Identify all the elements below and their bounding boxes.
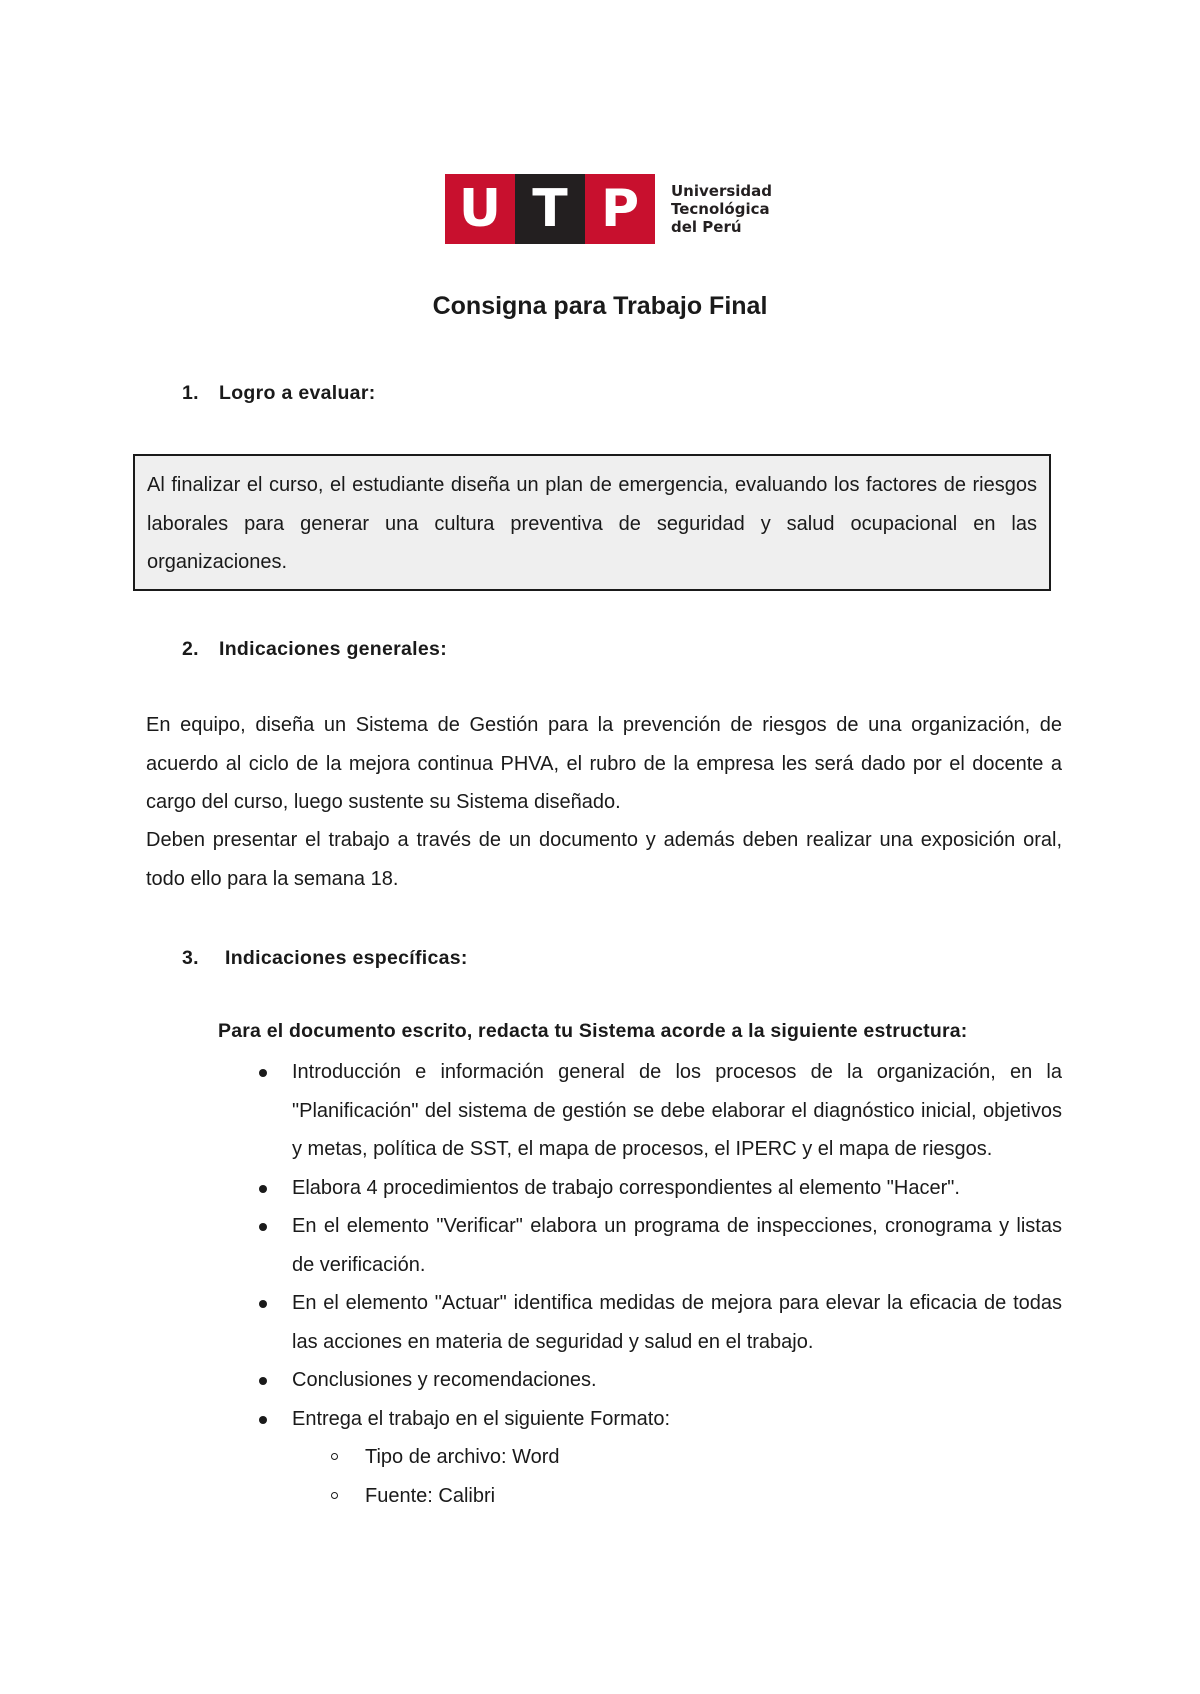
logo-text-line: Universidad [671,182,773,200]
general-paragraph-1: En equipo, diseña un Sistema de Gestión para la prevención de riesgos de una organización, de acuerdo al ciclo de la mejora continua PHVA, el rubro de la empresa les será dado por el docente a cargo del curso, luego sustente su Sistema diseñado. [146,714,1062,813]
list-item-text: En el elemento "Actuar" identifica medidas de mejora para elevar la eficacia de todas las acciones en materia de seguridad y salud en el trabajo. [292,1292,1062,1353]
section-heading-text: Logro a evaluar: [219,382,376,404]
bullet-icon [259,1223,267,1231]
format-sub-list [292,1438,1062,1515]
logo-text-line: del Perú [671,218,742,236]
logo-letter-t: T [515,174,585,244]
list-item [292,1361,1062,1400]
circle-bullet-icon [331,1492,338,1499]
logo-text-line: Tecnológica [671,200,770,218]
list-item [292,1207,1062,1284]
utp-logo [445,174,772,244]
list-item [292,1169,1062,1208]
structure-bullet-list [292,1053,1062,1515]
list-item-text: Elabora 4 procedimientos de trabajo correspondientes al elemento "Hacer". [292,1176,960,1199]
document-title: Consigna para Trabajo Final [432,292,768,320]
section-number: 2. [182,638,199,660]
sub-list-item-text: Fuente: Calibri [365,1484,496,1507]
bullet-icon [259,1185,267,1193]
sub-list-item [365,1477,1062,1516]
list-item-text: Entrega el trabajo en el siguiente Formato: [292,1407,670,1430]
list-item-text: Conclusiones y recomendaciones. [292,1369,597,1391]
logo-letter-p: P [585,174,655,244]
logo-university-name [671,182,772,236]
bullet-icon [259,1300,267,1308]
logro-box [133,454,1051,591]
list-item [292,1284,1062,1361]
bullet-icon [259,1377,267,1385]
section-heading-text: Indicaciones generales: [219,638,447,660]
logro-text: Al finalizar el curso, el estudiante diseña un plan de emergencia, evaluando los factores de riesgos laborales para generar una cultura preventiva de seguridad y salud ocupacional en las organizaciones. [147,474,1037,573]
section-heading-generales [182,636,447,662]
section-heading-logro [182,380,376,406]
list-item [292,1400,1062,1516]
list-item-text: Introducción e información general de los procesos de la organización, en la "Planificación" del sistema de gestión se debe elaborar el diagnóstico inicial, objetivos y metas, política de SST, el mapa de procesos, el IPERC y el mapa de riesgos. [292,1061,1062,1160]
section-heading-text: Indicaciones específicas: [225,947,468,969]
general-paragraph-2: Deben presentar el trabajo a través de un documento y además deben realizar una exposición oral, todo ello para la semana 18. [146,829,1062,890]
section-number: 1. [182,382,199,404]
bullet-icon [259,1416,267,1424]
sub-list-item [365,1438,1062,1477]
circle-bullet-icon [331,1453,338,1460]
list-item [292,1053,1062,1169]
list-item-text: En el elemento "Verificar" elabora un programa de inspecciones, cronograma y listas de verificación. [292,1215,1062,1276]
section-heading-especificas [182,945,468,971]
section-number: 3. [182,947,199,969]
logo-letter-u: U [445,174,515,244]
document-structure-subheading: Para el documento escrito, redacta tu Sistema acorde a la siguiente estructura: [218,1020,968,1042]
bullet-icon [259,1069,267,1077]
sub-list-item-text: Tipo de archivo: Word [365,1446,560,1468]
